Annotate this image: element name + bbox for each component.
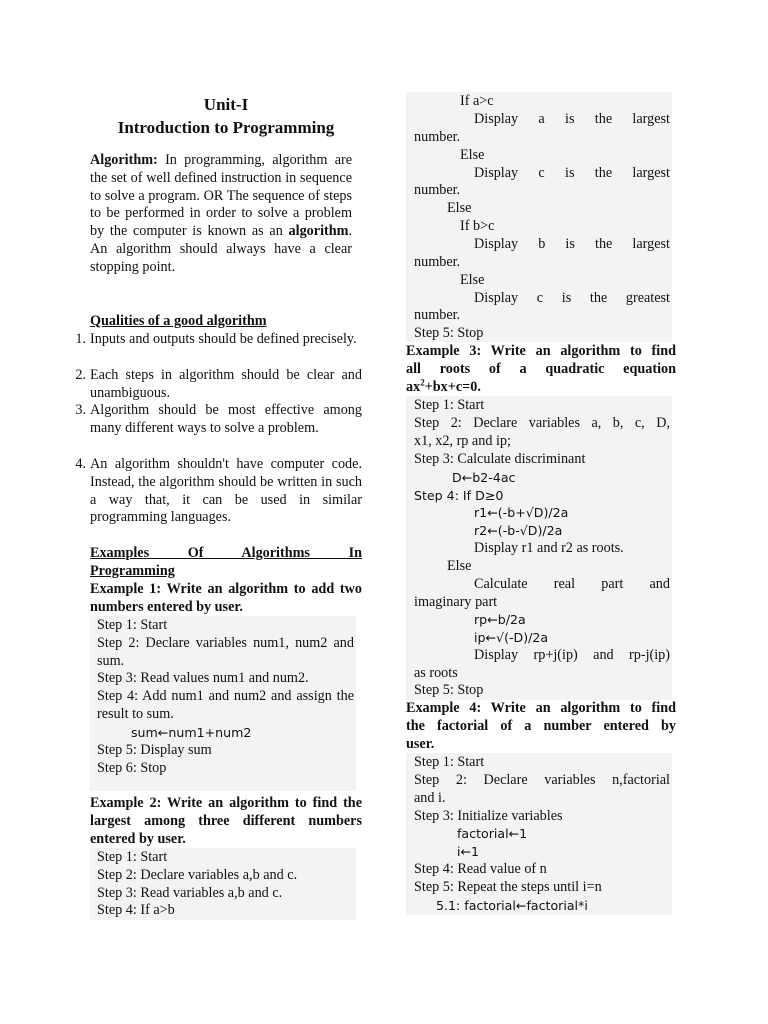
chapter-title: Introduction to Programming <box>117 118 335 137</box>
step: Else <box>460 147 485 163</box>
step: Step 5: Display sum <box>97 742 212 758</box>
example-1-heading: Example 1: Write an algorithm to add two numbers entered by user. <box>90 581 362 615</box>
page-title <box>90 93 362 139</box>
step: Step 1: Start <box>97 849 168 865</box>
examples-heading-2: Programming <box>90 563 175 579</box>
step: factorial←1 <box>457 826 528 841</box>
step: r1←(-b+√D)/2a <box>474 505 569 520</box>
step: rp←b/2a <box>474 612 526 627</box>
step: Step 1: Start <box>97 617 168 633</box>
step: Display c is the greatest <box>474 290 670 306</box>
unit-label: Unit-I <box>203 95 249 114</box>
step: Step 5: Stop <box>414 325 484 341</box>
algorithm-term: Algorithm: <box>90 152 158 168</box>
list-item: 2. Each steps in algorithm should be clear and unambiguous. <box>75 367 362 401</box>
step: Display r1 and r2 as roots. <box>474 540 624 556</box>
step: number. <box>414 182 461 198</box>
step: Step 2: Declare variables a,b and c. <box>97 867 298 883</box>
step: Step 4: Add num1 and num2 and assign the result to sum. <box>97 688 354 722</box>
step: sum←num1+num2 <box>131 725 252 740</box>
step: Display b is the largest <box>474 236 670 252</box>
step: Step 3: Initialize variables <box>414 808 563 824</box>
example-2-heading: Example 2: Write an algorithm to find the largest among three different numbers entered by user. <box>90 795 362 847</box>
step: and i. <box>414 790 446 806</box>
step: Step 1: Start <box>414 754 485 770</box>
algorithm-text-2: . An algorithm should always have a clear stopping point. <box>90 223 352 275</box>
step: Step 3: Read variables a,b and c. <box>97 885 283 901</box>
step: number. <box>414 307 461 323</box>
step: If a>c <box>460 93 494 109</box>
step: Step 5: Repeat the steps until i=n <box>414 879 602 895</box>
step: If b>c <box>460 218 495 234</box>
algorithm-term-2: algorithm <box>288 223 349 240</box>
step: number. <box>414 254 461 270</box>
step: Display c is the largest <box>474 165 670 181</box>
step: Else <box>447 200 472 216</box>
step: Step 3: Calculate discriminant <box>414 451 586 467</box>
step: Display rp+j(ip) and rp-j(ip) <box>474 647 670 663</box>
step: ip←√(-D)/2a <box>474 630 549 645</box>
step: 5.1: factorial←factorial*i <box>436 898 588 913</box>
step: imaginary part <box>414 594 498 610</box>
step: Step 1: Start <box>414 397 485 413</box>
step: number. <box>414 129 461 145</box>
step: Step 2: Declare variables n,factorial <box>414 772 670 788</box>
step: Display a is the largest <box>474 111 670 127</box>
step: r2←(-b-√D)/2a <box>474 523 563 538</box>
step: x1, x2, rp and ip; <box>414 433 511 449</box>
qualities-heading: Qualities of a good algorithm <box>90 313 267 329</box>
step: Step 5: Stop <box>414 682 484 698</box>
list-item: 4. An algorithm shouldn't have computer code. Instead, the algorithm should be written in such a way that, it can be used in similar programming languages. <box>75 456 362 526</box>
algorithm-definition <box>90 152 352 277</box>
algorithm-text-1: In programming, algorithm are the set of well defined instruction in sequence to solve a program. OR The sequence of steps to be performed in order to solve a problem by the computer is known as an <box>90 152 353 240</box>
step: Step 4: If D≥0 <box>414 488 504 503</box>
step: i←1 <box>457 844 480 859</box>
list-item: 1. Inputs and outputs should be defined precisely. <box>75 331 357 347</box>
examples-heading: Examples Of Algorithms In <box>90 545 362 561</box>
step: Calculate real part and <box>474 576 670 592</box>
step: Step 4: If a>b <box>97 902 175 918</box>
step: D←b2-4ac <box>452 470 516 485</box>
step: Step 2: Declare variables a, b, c, D, <box>414 415 670 431</box>
step: Step 4: Read value of n <box>414 861 547 877</box>
step: Step 3: Read values num1 and num2. <box>97 670 309 686</box>
step: as roots <box>414 665 458 681</box>
step: Step 2: Declare variables num1, num2 and sum. <box>97 635 354 669</box>
step: Else <box>460 272 485 288</box>
step: Step 6: Stop <box>97 760 167 776</box>
list-item: 3. Algorithm should be most effective among many different ways to solve a problem. <box>75 402 362 436</box>
step: Else <box>447 558 472 574</box>
